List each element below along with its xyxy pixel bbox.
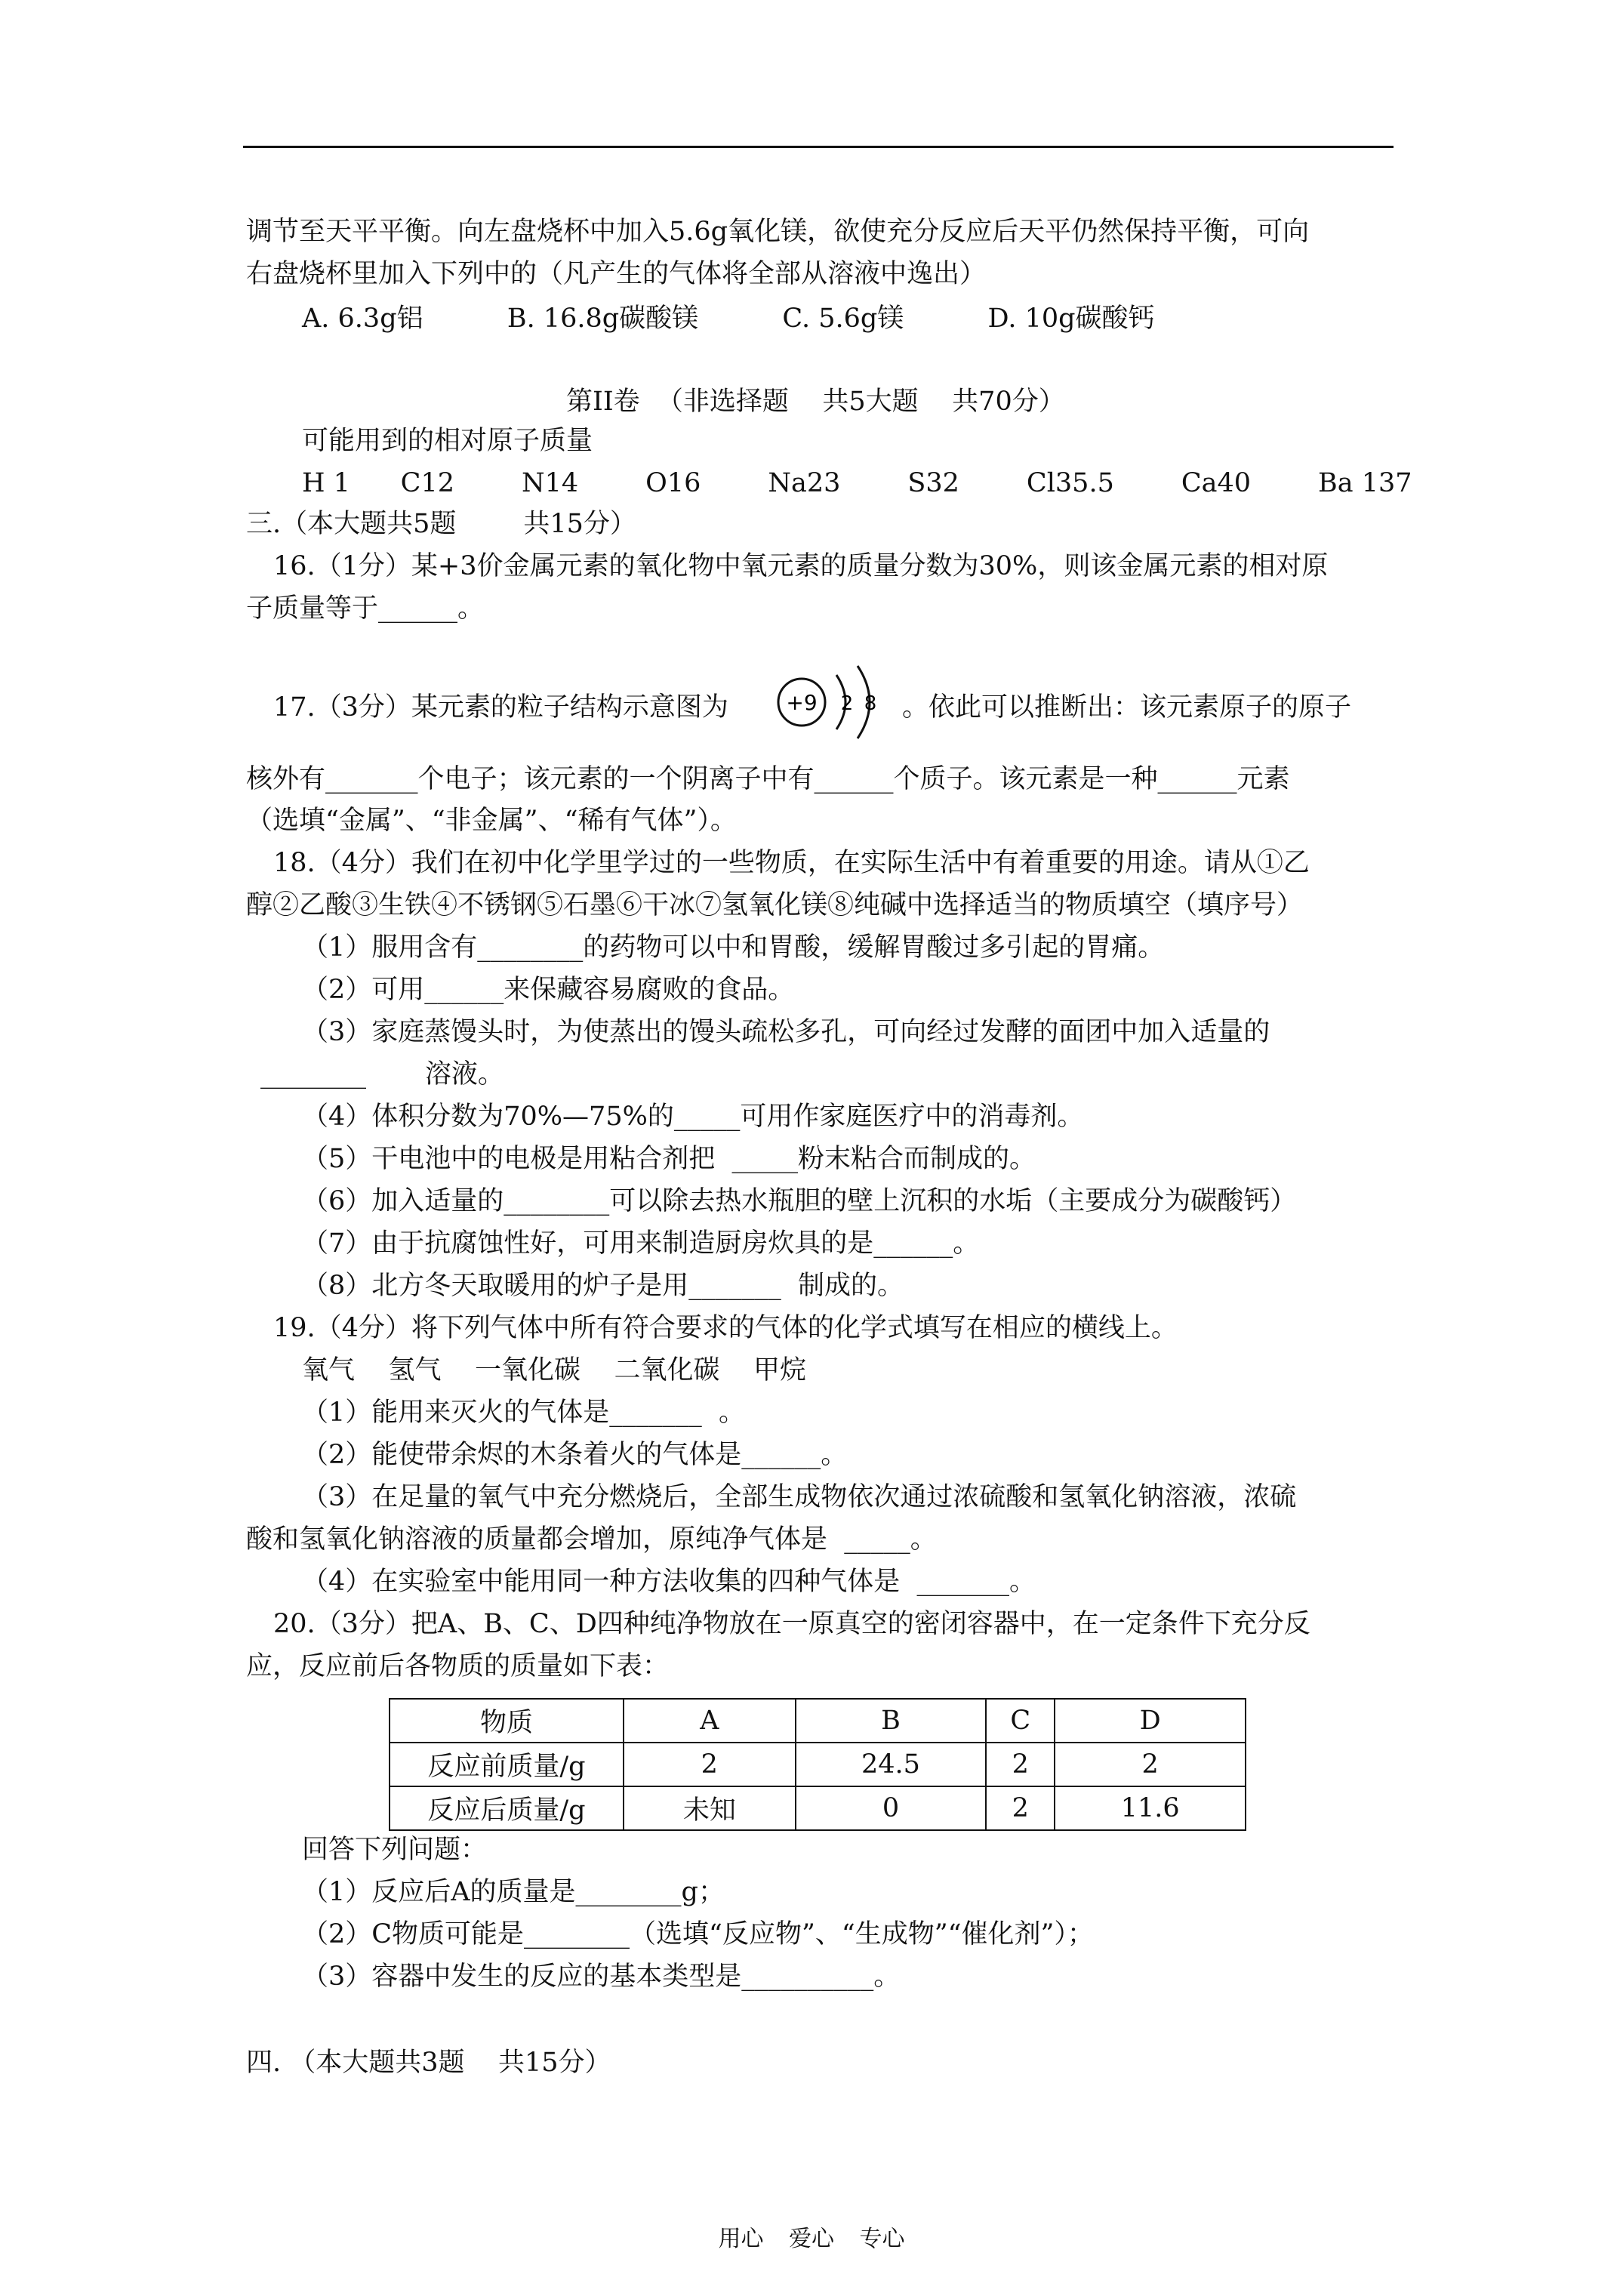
text-line: （7）由于抗腐蚀性好，可用来制造厨房炊具的是______。 bbox=[302, 1228, 980, 1259]
text-line: （1）服用含有________的药物可以中和胃酸，缓解胃酸过多引起的胃痛。 bbox=[302, 932, 1165, 963]
text-line: 20.（3分）把A、B、C、D四种纯净物放在一原真空的密闭容器中，在一定条件下充分反 bbox=[273, 1609, 1310, 1639]
text-line: 氧气 氢气 一氧化碳 二氧化碳 甲烷 bbox=[302, 1355, 807, 1385]
table-cell: 11.6 bbox=[1055, 1786, 1246, 1830]
header-rule bbox=[243, 146, 1394, 148]
table-cell: 2 bbox=[1055, 1743, 1246, 1786]
table-header-cell: A bbox=[624, 1699, 796, 1743]
atom-structure-diagram bbox=[762, 661, 898, 743]
text-line: 应，反应前后各物质的质量如下表： bbox=[246, 1651, 670, 1681]
text-line: 回答下列问题： bbox=[302, 1835, 488, 1865]
text-line: （3）在足量的氧气中充分燃烧后，全部生成物依次通过浓硫酸和氢氧化钠溶液，浓硫 bbox=[302, 1482, 1297, 1512]
text-line: 核外有_______个电子；该元素的一个阴离子中有______个质子。该元素是一种______元素 bbox=[246, 764, 1290, 794]
text-line: 16.（1分）某+3价金属元素的氧化物中氧元素的质量分数为30%，则该金属元素的相对原 bbox=[273, 551, 1329, 581]
shell-1-count: 2 bbox=[840, 692, 854, 715]
text-line: （8）北方冬天取暖用的炉子是用_______ 制成的。 bbox=[302, 1271, 904, 1301]
text-line: 18.（4分）我们在初中化学里学过的一些物质，在实际生活中有着重要的用途。请从①乙 bbox=[273, 848, 1310, 878]
table-cell: 24.5 bbox=[796, 1743, 987, 1786]
text-line: 醇②乙酸③生铁④不锈钢⑤石墨⑥干冰⑦氢氧化镁⑧纯碱中选择适当的物质填空（填序号） bbox=[246, 890, 1304, 920]
text-line: ________ 溶液。 bbox=[260, 1059, 504, 1089]
text-line: （2）能使带余烬的木条着火的气体是______。 bbox=[302, 1440, 848, 1470]
table-cell: 0 bbox=[796, 1786, 987, 1830]
text-line: 。依此可以推断出：该元素原子的原子 bbox=[902, 692, 1352, 723]
text-line: （1）反应后A的质量是________g； bbox=[302, 1877, 725, 1907]
text-line: 子质量等于______。 bbox=[246, 593, 485, 624]
table-header-cell: D bbox=[1055, 1699, 1246, 1743]
table-cell: 反应前质量/g bbox=[390, 1743, 624, 1786]
table-header-cell: 物质 bbox=[390, 1699, 624, 1743]
table-row bbox=[390, 1743, 1246, 1786]
text-line: （4）体积分数为70%—75%的_____可用作家庭医疗中的消毒剂。 bbox=[302, 1102, 1084, 1132]
page-footer: 用心 爱心 专心 bbox=[718, 2226, 905, 2252]
text-line: 调节至天平平衡。向左盘烧杯中加入5.6g氧化镁，欲使充分反应后天平仍然保持平衡，可向 bbox=[246, 217, 1310, 247]
text-line: 酸和氢氧化钠溶液的质量都会增加，原纯净气体是 _____。 bbox=[246, 1524, 937, 1555]
table-cell: 2 bbox=[624, 1743, 796, 1786]
text-line: （6）加入适量的________可以除去热水瓶胆的壁上沉积的水垢（主要成分为碳酸钙） bbox=[302, 1186, 1297, 1216]
text-line: （3）容器中发生的反应的基本类型是__________。 bbox=[302, 1962, 901, 1992]
table-cell: 未知 bbox=[624, 1786, 796, 1830]
nucleus-charge: +9 bbox=[786, 690, 818, 715]
text-line: A. 6.3g铝 B. 16.8g碳酸镁 C. 5.6g镁 D. 10g碳酸钙 bbox=[302, 304, 1155, 334]
text-line: （2）C物质可能是________（选填“反应物”、“生成物”“催化剂”）； bbox=[302, 1919, 1094, 1949]
table-header-cell: C bbox=[986, 1699, 1055, 1743]
table-cell: 2 bbox=[986, 1786, 1055, 1830]
text-line: （1）能用来灭火的气体是_______ 。 bbox=[302, 1398, 746, 1428]
text-line: 四. （本大题共3题 共15分） bbox=[246, 2048, 611, 2078]
table-header-row bbox=[390, 1699, 1246, 1743]
table-row bbox=[390, 1786, 1246, 1830]
text-line: 可能用到的相对原子质量 bbox=[302, 426, 593, 456]
text-line: 右盘烧杯里加入下列中的（凡产生的气体将全部从溶液中逸出） bbox=[246, 259, 987, 289]
text-line: （4）在实验室中能用同一种方法收集的四种气体是 _______。 bbox=[302, 1567, 1036, 1597]
table-cell: 2 bbox=[986, 1743, 1055, 1786]
table-cell: 反应后质量/g bbox=[390, 1786, 624, 1830]
text-line: （选填“金属”、“非金属”、“稀有气体”）。 bbox=[246, 806, 737, 836]
text-line: H 1 C12 N14 O16 Na23 S32 Cl35.5 Ca40 Ba 137 bbox=[302, 468, 1412, 498]
text-line: 三.（本大题共5题 共15分） bbox=[246, 509, 636, 539]
text-line: 19.（4分）将下列气体中所有符合要求的气体的化学式填写在相应的横线上。 bbox=[273, 1313, 1178, 1343]
mass-table bbox=[389, 1698, 1246, 1831]
table-header-cell: B bbox=[796, 1699, 987, 1743]
text-line: 第II卷 （非选择题 共5大题 共70分） bbox=[566, 387, 1065, 417]
text-line: （2）可用______来保藏容易腐败的食品。 bbox=[302, 975, 795, 1005]
text-line: （3）家庭蒸馒头时，为使蒸出的馒头疏松多孔，可向经过发酵的面团中加入适量的 bbox=[302, 1017, 1270, 1047]
text-line: （5）干电池中的电极是用粘合剂把 _____粉末粘合而制成的。 bbox=[302, 1144, 1036, 1174]
shell-2-count: 8 bbox=[864, 692, 877, 715]
text-line: 17.（3分）某元素的粒子结构示意图为 bbox=[273, 692, 728, 723]
